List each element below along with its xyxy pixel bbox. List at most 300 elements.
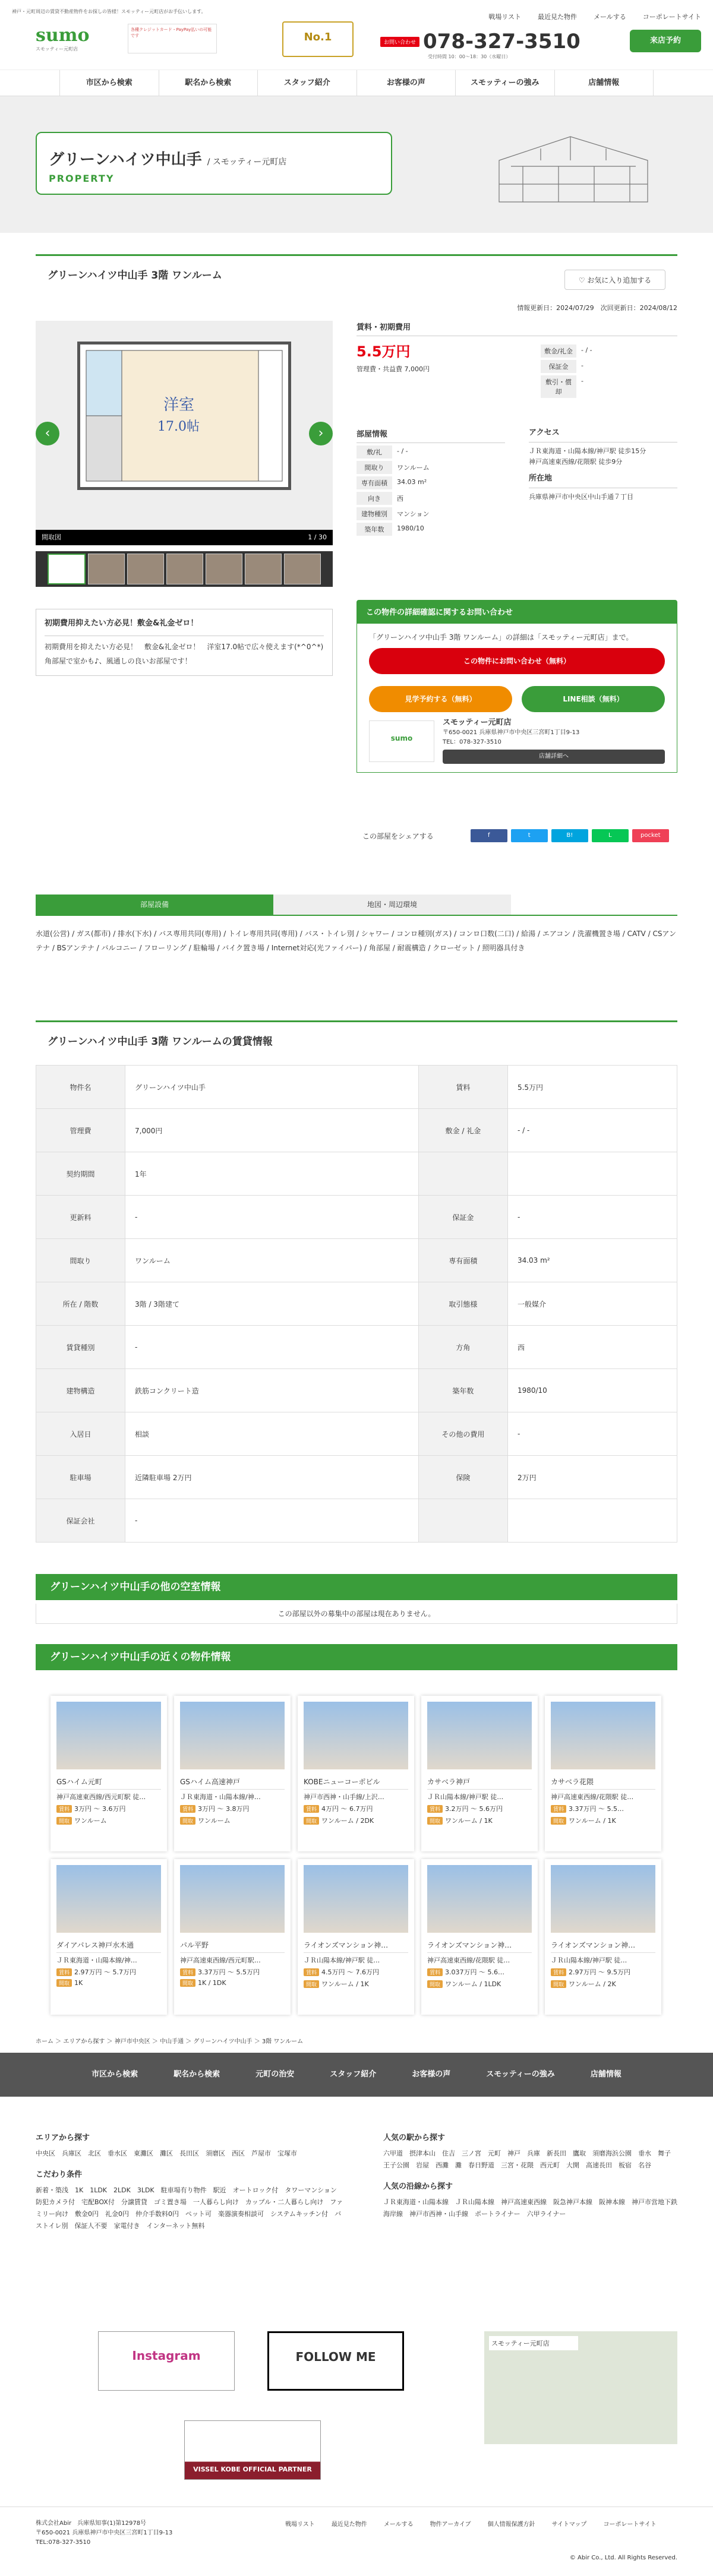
- twitter-share-icon[interactable]: t: [511, 829, 548, 842]
- info-key: 専有面積: [356, 476, 392, 489]
- footer-links: [285, 2519, 657, 2528]
- company-info: 株式会社Abir 兵庫県知事(1)第12978号 〒650-0021 兵庫県神戸市中央区三宮町1丁目9-13 TEL:078-327-3510: [36, 2520, 173, 2546]
- tel-label: お問い合わせ: [380, 37, 419, 47]
- footer-link[interactable]: 物件アーカイブ: [430, 2521, 471, 2528]
- inquiry-box: [356, 600, 677, 773]
- spec-row: [36, 1282, 677, 1326]
- phone-number[interactable]: 078-327-3510: [423, 30, 581, 53]
- layout-tag: 間取: [304, 1980, 319, 1988]
- info-key: 間取り: [356, 461, 392, 474]
- card-layout: ワンルーム: [74, 1817, 107, 1825]
- nearby-card[interactable]: [421, 1859, 538, 2015]
- card-rent: 3.037万円 〜 5.6…: [445, 1968, 504, 1976]
- spec-row: [36, 1369, 677, 1412]
- card-access: ＪＲ東海道・山陽本線/神…: [56, 1957, 137, 1964]
- spec-value: 34.03 m²: [507, 1239, 677, 1282]
- access-title: アクセス: [529, 428, 677, 442]
- spec-value: 1980/10: [507, 1369, 677, 1412]
- card-rent: 2.97万円 〜 9.5万円: [569, 1968, 630, 1976]
- spec-value: - / -: [507, 1109, 677, 1152]
- store-logo: sumo: [369, 720, 434, 762]
- gallery-caption-bar: [36, 530, 333, 545]
- layout-tag: 間取: [427, 1980, 443, 1988]
- nearby-card[interactable]: [298, 1696, 414, 1851]
- rent-tag: 賃料: [427, 1968, 443, 1976]
- spec-key: [418, 1499, 507, 1543]
- visit-booking-button[interactable]: 見学予約する（無料）: [369, 686, 512, 712]
- card-access: 神戸高速東西線/花隈駅 徒…: [551, 1793, 634, 1801]
- spec-value: [507, 1152, 677, 1196]
- catch-body: 初期費用を抑えたい方必見！ 敷金&礼金ゼロ！ 洋室17.0帖で広々使えます(*^0^*) 角部屋で室かも♪、風通しの良いお部屋です！: [45, 643, 331, 665]
- spec-key: 敷金 / 礼金: [418, 1109, 507, 1152]
- phone-block[interactable]: [380, 30, 581, 60]
- hero-banner: [0, 96, 713, 233]
- line-consult-button[interactable]: LINE相談（無料）: [522, 686, 665, 712]
- nearby-card[interactable]: [51, 1696, 167, 1851]
- spec-key: 方角: [418, 1326, 507, 1369]
- rent-tag: 賃料: [304, 1805, 319, 1813]
- store-tel: TEL：078-327-3510: [443, 739, 501, 745]
- card-rent: 2.97万円 〜 5.7万円: [74, 1968, 136, 1976]
- spec-row: [36, 1239, 677, 1282]
- breadcrumb[interactable]: ホーム ＞ エリアから探す ＞ 神戸市中央区 ＞ 中山手通 ＞ グリーンハイツ中山手 ＞ 3階 ワンルーム: [36, 2038, 304, 2045]
- card-layout-row: [427, 1816, 532, 1825]
- facebook-share-icon[interactable]: f: [471, 829, 507, 842]
- spec-key: 取引態様: [418, 1282, 507, 1326]
- line-share-icon[interactable]: L: [592, 829, 629, 842]
- house-illustration: [487, 125, 654, 208]
- card-rent: 4万円 〜 6.7万円: [321, 1805, 373, 1813]
- spec-key: 専有面積: [418, 1239, 507, 1282]
- card-rent-row: [304, 1804, 408, 1813]
- svg-text:洋室: 洋室: [163, 396, 195, 414]
- logo-sub: スモッティー元町店: [36, 46, 78, 52]
- spec-key: [418, 1152, 507, 1196]
- header-link[interactable]: 最近見た物件: [537, 13, 577, 21]
- share-bar: [362, 829, 669, 842]
- info-tabs: [36, 895, 677, 916]
- gallery-thumbnails[interactable]: [36, 551, 333, 587]
- footer-search-right: [383, 2132, 677, 2220]
- card-rent-row: [427, 1804, 532, 1813]
- card-name: ライオンズマンション神…: [304, 1937, 408, 1953]
- spec-value: 5.5万円: [507, 1066, 677, 1109]
- spec-value: 相談: [125, 1412, 419, 1456]
- spec-key: 契約期間: [36, 1152, 125, 1196]
- map-label: スモッティー元町店: [489, 2336, 578, 2350]
- header-links: [472, 12, 701, 21]
- visit-reservation-button[interactable]: 来店予約: [630, 30, 701, 52]
- card-layout: ワンルーム / 1LDK: [445, 1980, 501, 1988]
- card-access: 神戸高速東西線/花隈駅 徒…: [427, 1957, 510, 1964]
- rent-tag: 賃料: [551, 1968, 566, 1976]
- nav-item[interactable]: お客様の声: [356, 70, 456, 96]
- payment-badge: 各種クレジットカード・PayPay払いの可能です: [128, 24, 217, 53]
- card-layout: ワンルーム: [198, 1817, 231, 1825]
- tiktok-banner[interactable]: FOLLOW ME: [267, 2331, 404, 2391]
- share-label: この部屋をシェアする: [362, 832, 434, 840]
- access-line: 神戸高速東西線/花隈駅 徒歩9分: [529, 458, 623, 466]
- access-line: ＪＲ東海道・山陽本線/神戸駅 徒歩15分: [529, 447, 646, 455]
- card-access: 神戸高速東西線/西元町駅 徒…: [56, 1793, 146, 1801]
- header-link[interactable]: メールする: [593, 13, 626, 21]
- card-rent-row: [551, 1804, 655, 1813]
- spec-value: 近隣駐車場 2万円: [125, 1456, 419, 1499]
- store-title: スモッティー元町店: [443, 718, 512, 727]
- spec-value: -: [507, 1196, 677, 1239]
- info-key: 敷/礼: [356, 445, 392, 459]
- header-link[interactable]: 戦場リスト: [488, 13, 521, 21]
- spec-key: 更新料: [36, 1196, 125, 1239]
- layout-tag: 間取: [180, 1817, 195, 1825]
- card-rent-row: [427, 1967, 532, 1977]
- footer-search-left: [36, 2132, 345, 2232]
- spec-row: [36, 1109, 677, 1152]
- card-layout: ワンルーム / 1K: [321, 1980, 369, 1988]
- logo-text: sumo: [36, 25, 90, 46]
- card-layout-row: [304, 1979, 408, 1989]
- nav-item[interactable]: 店舗情報: [554, 70, 654, 96]
- gallery-prev-button[interactable]: ‹: [36, 422, 59, 445]
- gallery-label: 間取図: [42, 533, 61, 541]
- deposit-label: 敷金/礼金: [541, 344, 576, 358]
- thumbnail[interactable]: [127, 554, 164, 584]
- no1-badge: No.1: [282, 21, 354, 57]
- store-map[interactable]: [484, 2331, 677, 2444]
- nearby-card[interactable]: [421, 1696, 538, 1851]
- building-photo: [551, 1702, 655, 1769]
- spec-table: [36, 1065, 677, 1543]
- equipment-list: 水道(公営) / ガス(都市) / 排水(下水) / バス専用共同(専用) / トイレ専用共同(専用) / バス・トイレ別 / シャワー / コンロ種別(ガス) / コンロ口数(二口) / 給湯 / エアコン / 洗濯機置き場 / CATV / CSアンテナ / BSアンテナ / バルコニー / フローリング / 駐輪場 / バイク置き場 / Internet対応(光ファイバー) / 角部屋 / 耐震構造 / クローゼット / 照明器具付き: [36, 930, 676, 952]
- card-rent-row: [304, 1967, 408, 1977]
- card-layout-row: [551, 1816, 655, 1825]
- card-layout-row: [56, 1979, 161, 1987]
- card-rent-row: [56, 1804, 161, 1813]
- building-photo: [304, 1865, 408, 1933]
- building-photo: [427, 1702, 532, 1769]
- info-value: 34.03 m²: [397, 478, 427, 486]
- footer-link[interactable]: 最近見た物件: [331, 2521, 367, 2528]
- card-access: 神戸市西神・山手線/上沢…: [304, 1793, 384, 1801]
- vissel-banner[interactable]: VISSEL KOBE OFFICIAL PARTNER: [184, 2420, 321, 2480]
- thumbnail[interactable]: [166, 554, 203, 584]
- footer-station-links[interactable]: 六甲道 摂津本山 住吉 三ノ宮 元町 神戸 兵庫 新長田 鷹取 須磨海浜公園 垂水 舞子 王子公園 岩屋 西灘 灘 春日野道 三宮・花隈 西元町 大開 高速長田 板宿 名谷: [383, 2150, 677, 2169]
- spec-key: 賃料: [418, 1066, 507, 1109]
- mgmt-label: 管理費・共益費: [356, 365, 402, 373]
- card-name: カサベラ神戸: [427, 1774, 532, 1790]
- card-layout-row: [180, 1816, 285, 1825]
- footer-bottom: [0, 2507, 713, 2576]
- catch-copy: [36, 609, 333, 676]
- store-name: / スモッティー元町店: [207, 157, 287, 167]
- spec-key: 保証会社: [36, 1499, 125, 1543]
- spec-key: 保証金: [418, 1196, 507, 1239]
- footer-nav-item[interactable]: 店舗情報: [590, 2070, 621, 2079]
- spec-key: 賃貸種別: [36, 1326, 125, 1369]
- instagram-banner[interactable]: Instagram: [98, 2331, 235, 2391]
- vacancy-note: この部屋以外の募集中の部屋は現在ありません。: [36, 1604, 677, 1624]
- rent-tag: 賃料: [551, 1805, 566, 1813]
- nearby-row-1: [36, 1696, 677, 1851]
- info-key: 築年数: [356, 523, 392, 536]
- card-layout-row: [551, 1979, 655, 1989]
- layout-tag: 間取: [551, 1817, 566, 1825]
- amortization-label: 敷引・償却: [541, 375, 576, 398]
- nav-item[interactable]: スモッティーの強み: [455, 70, 554, 96]
- layout-tag: 間取: [427, 1817, 443, 1825]
- thumbnail[interactable]: [48, 554, 86, 584]
- card-layout: 1K: [74, 1979, 83, 1987]
- spec-value: 2万円: [507, 1456, 677, 1499]
- spec-value: -: [125, 1326, 419, 1369]
- layout-tag: 間取: [56, 1817, 72, 1825]
- nearby-card[interactable]: [545, 1696, 661, 1851]
- layout-tag: 間取: [56, 1979, 72, 1987]
- info-value: - / -: [397, 447, 408, 455]
- card-layout-row: [180, 1979, 285, 1987]
- room-info-title: 部屋情報: [356, 428, 505, 443]
- nearby-card[interactable]: [174, 1696, 291, 1851]
- amortization-value: -: [581, 377, 583, 385]
- global-nav: [0, 70, 713, 96]
- header-tagline: 神戸・元町周辺の賃貸不動産物件をお探しの皆様！スモッティー元町店がお手伝いします。: [12, 9, 206, 14]
- card-rent-row: [180, 1967, 285, 1977]
- card-layout: 1K / 1DK: [198, 1979, 226, 1987]
- spec-value: グリーンハイツ中山手: [125, 1066, 419, 1109]
- spec-row: [36, 1066, 677, 1109]
- site-header: [0, 0, 713, 70]
- pocket-share-icon[interactable]: pocket: [632, 829, 669, 842]
- footer-nav-item[interactable]: 駅名から検索: [173, 2070, 220, 2079]
- store-detail-button[interactable]: 店舗詳細へ: [443, 750, 665, 764]
- card-layout-row: [56, 1816, 161, 1825]
- spec-key: 入居日: [36, 1412, 125, 1456]
- building-photo: [180, 1702, 285, 1769]
- spec-key: 管理費: [36, 1109, 125, 1152]
- spec-value: -: [125, 1499, 419, 1543]
- svg-text:17.0帖: 17.0帖: [157, 419, 200, 434]
- footer-cond-title: こだわり条件: [36, 2170, 83, 2179]
- spec-row: [36, 1326, 677, 1369]
- info-key: 建物種別: [356, 507, 392, 520]
- info-value: ワンルーム: [397, 464, 430, 472]
- nearby-row-2: [36, 1859, 677, 2015]
- inquiry-button[interactable]: この物件にお問い合わせ（無料）: [369, 648, 665, 674]
- thumbnail[interactable]: [284, 554, 321, 584]
- layout-tag: 間取: [551, 1980, 566, 1988]
- building-photo: [180, 1865, 285, 1933]
- card-layout-row: [427, 1979, 532, 1989]
- update-dates: 情報更新日：2024/07/29 次回更新日：2024/08/12: [517, 304, 677, 312]
- footer-link[interactable]: 戦場リスト: [285, 2521, 315, 2528]
- card-layout-row: [304, 1816, 408, 1825]
- card-name: GSハイム元町: [56, 1774, 161, 1790]
- spec-value: -: [507, 1412, 677, 1456]
- add-favorite-button[interactable]: ♡ お気に入り追加する: [564, 270, 665, 290]
- spec-row: [36, 1456, 677, 1499]
- building-photo: [427, 1865, 532, 1933]
- rent-tag: 賃料: [304, 1968, 319, 1976]
- footer-area-links[interactable]: 中央区 兵庫区 北区 垂水区 東灘区 灘区 長田区 須磨区 西区 芦屋市 宝塚市: [36, 2150, 297, 2157]
- copyright: © Abir Co., Ltd. All Rights Reserved.: [569, 2555, 677, 2561]
- spec-value: [507, 1499, 677, 1543]
- card-layout: ワンルーム / 1K: [569, 1817, 616, 1825]
- rent-tag: 賃料: [180, 1968, 195, 1976]
- footer-link[interactable]: 個人情報保護方針: [487, 2521, 535, 2528]
- room-info: [356, 428, 677, 538]
- gallery-next-button[interactable]: ›: [309, 422, 333, 445]
- building-photo: [551, 1865, 655, 1933]
- layout-tag: 間取: [304, 1817, 319, 1825]
- header-link[interactable]: コーポレートサイト: [642, 13, 701, 21]
- hero-title-box: [36, 132, 392, 195]
- building-photo: [56, 1702, 161, 1769]
- spec-value: 一般媒介: [507, 1282, 677, 1326]
- guarantee-label: 保証金: [541, 360, 576, 373]
- card-rent: 3.37万円 〜 5.5万円: [198, 1968, 260, 1976]
- page-title: グリーンハイツ中山手 / スモッティー元町店: [49, 151, 287, 169]
- spec-key: 間取り: [36, 1239, 125, 1282]
- spec-heading: グリーンハイツ中山手 3階 ワンルームの賃貸情報: [36, 1020, 677, 1058]
- card-rent-row: [180, 1804, 285, 1813]
- rent-tag: 賃料: [56, 1805, 72, 1813]
- layout-tag: 間取: [180, 1979, 195, 1987]
- spec-key: 物件名: [36, 1066, 125, 1109]
- floor-plan-image: [77, 342, 291, 490]
- card-rent: 3.37万円 〜 5.5…: [569, 1805, 624, 1813]
- spec-row: [36, 1412, 677, 1456]
- card-layout: ワンルーム / 2DK: [321, 1817, 374, 1825]
- card-rent: 3.2万円 〜 5.6万円: [445, 1805, 503, 1813]
- footer-link[interactable]: サイトマップ: [551, 2521, 587, 2528]
- nav-item[interactable]: 市区から検索: [59, 70, 159, 96]
- spec-key: その他の費用: [418, 1412, 507, 1456]
- footer-cond-links[interactable]: 新着・築浅 1K 1LDK 2LDK 3LDK 駐車場有り物件 駅近 オートロック付 タワーマンション 防犯カメラ付 宅配BOX付 分譲賃貸 ゴミ置き場 一人暮らし向け カップル・二人暮らし向け ファミリー向け 敷金0円 礼金0円 仲介手数料0円 ペット可 楽器演奏相談可 システムキッチン付 バストイレ別 保証人不要 家電付き インターネット無料: [36, 2186, 343, 2230]
- deposit-value: - / -: [581, 346, 592, 354]
- store-address: 〒650-0021 兵庫県神戸市中央区三宮町1丁目9-13: [443, 729, 580, 736]
- tab-equipment[interactable]: 部屋設備: [36, 895, 273, 915]
- spec-value: ワンルーム: [125, 1239, 419, 1282]
- business-hours: 受付時間 10：00〜18：30（水曜日）: [428, 54, 511, 59]
- footer-nav: [0, 2053, 713, 2097]
- hatena-share-icon[interactable]: B!: [551, 829, 588, 842]
- footer-line-title: 人気の沿線から探す: [383, 2182, 453, 2191]
- card-rent: 4.5万円 〜 7.6万円: [321, 1968, 379, 1976]
- thumbnail[interactable]: [88, 554, 125, 584]
- footer-nav-item[interactable]: お客様の声: [412, 2070, 451, 2079]
- card-layout: ワンルーム / 1K: [445, 1817, 493, 1825]
- card-name: ライオンズマンション神…: [551, 1937, 655, 1953]
- nearby-card[interactable]: [545, 1859, 661, 2015]
- spec-row: [36, 1152, 677, 1196]
- footer-nav-item[interactable]: スタッフ紹介: [330, 2070, 377, 2079]
- nav-item[interactable]: 駅名から検索: [159, 70, 258, 96]
- rent-tag: 賃料: [427, 1805, 443, 1813]
- card-rent: 3万円 〜 3.6万円: [74, 1805, 126, 1813]
- card-layout: ワンルーム / 2K: [569, 1980, 616, 1988]
- rent-tag: 賃料: [180, 1805, 195, 1813]
- thumbnail[interactable]: [206, 554, 242, 584]
- fees-title: 賃料・初期費用: [356, 321, 677, 336]
- footer-area-title: エリアから探す: [36, 2134, 90, 2142]
- footer-station-title: 人気の駅から探す: [383, 2134, 446, 2142]
- spec-key: 保険: [418, 1456, 507, 1499]
- spec-value: 7,000円: [125, 1109, 419, 1152]
- nearby-card[interactable]: [298, 1859, 414, 2015]
- spec-row: [36, 1196, 677, 1239]
- footer-nav-item[interactable]: 市区から検索: [92, 2070, 138, 2079]
- guarantee-value: -: [581, 362, 583, 369]
- spec-value: 鉄筋コンクリート造: [125, 1369, 419, 1412]
- nearby-heading: グリーンハイツ中山手の近くの物件情報: [36, 1644, 677, 1670]
- spec-value: 3階 / 3階建て: [125, 1282, 419, 1326]
- property-heading: グリーンハイツ中山手 3階 ワンルーム: [36, 254, 677, 292]
- footer-link[interactable]: メールする: [383, 2521, 414, 2528]
- thumbnail[interactable]: [245, 554, 282, 584]
- photo-gallery[interactable]: [36, 321, 333, 545]
- fees-block: [356, 321, 677, 400]
- vacancy-heading: グリーンハイツ中山手の他の空室情報: [36, 1574, 677, 1600]
- card-name: ライオンズマンション神…: [427, 1937, 532, 1953]
- spec-value: 1年: [125, 1152, 419, 1196]
- inquiry-heading: この物件の詳細確認に関するお問い合わせ: [356, 600, 677, 623]
- spec-row: [36, 1499, 677, 1543]
- info-key: 向き: [356, 492, 392, 505]
- spec-key: 所在 / 階数: [36, 1282, 125, 1326]
- building-photo: [304, 1702, 408, 1769]
- catch-title: 初期費用抑えたい方必見！敷金&礼金ゼロ！: [45, 617, 324, 636]
- spec-key: 駐車場: [36, 1456, 125, 1499]
- card-name: カサベラ花隈: [551, 1774, 655, 1790]
- footer-nav-item[interactable]: スモッティーの強み: [486, 2070, 555, 2079]
- hero-sub: PROPERTY: [49, 173, 115, 184]
- footer-nav-item[interactable]: 元町の治安: [255, 2070, 295, 2079]
- card-access: ＪＲ山陽本線/神戸駅 徒…: [427, 1793, 504, 1801]
- location-value: 兵庫県神戸市中央区中山手通７丁目: [529, 493, 633, 501]
- info-value: 西: [397, 495, 403, 502]
- info-value: マンション: [397, 510, 430, 518]
- gallery-count: 1 / 30: [308, 533, 327, 541]
- info-value: 1980/10: [397, 524, 424, 532]
- footer-line-links[interactable]: ＪＲ東海道・山陽本線 ＪＲ山陽本線 神戸高速東西線 阪急神戸本線 阪神本線 神戸市営地下鉄海岸線 神戸市西神・山手線 ポートライナー 六甲ライナー: [383, 2198, 677, 2218]
- nearby-card[interactable]: [174, 1859, 291, 2015]
- tab-map[interactable]: 地図・周辺環境: [273, 895, 511, 915]
- location-title: 所在地: [529, 473, 677, 488]
- mgmt-value: 7,000円: [404, 365, 430, 373]
- card-rent: 3万円 〜 3.8万円: [198, 1805, 250, 1813]
- card-access: ＪＲ山陽本線/神戸駅 徒…: [551, 1957, 627, 1964]
- card-rent-row: [56, 1967, 161, 1977]
- inquiry-lead: 「グリーンハイツ中山手 3階 ワンルーム」の詳細は「スモッティー元町店」まで。: [369, 633, 633, 641]
- site-logo[interactable]: [36, 25, 89, 52]
- card-name: ダイアパレス神戸水木通: [56, 1937, 161, 1953]
- spec-key: 建物構造: [36, 1369, 125, 1412]
- card-name: パル平野: [180, 1937, 285, 1953]
- spec-key: 築年数: [418, 1369, 507, 1412]
- rent-price: 5.5万円: [356, 343, 411, 360]
- card-name: GSハイム高速神戸: [180, 1774, 285, 1790]
- footer-link[interactable]: コーポレートサイト: [603, 2521, 657, 2528]
- rent-tag: 賃料: [56, 1968, 72, 1976]
- card-name: KOBEニューコーポビル: [304, 1774, 408, 1790]
- card-access: ＪＲ東海道・山陽本線/神…: [180, 1793, 261, 1801]
- nearby-card[interactable]: [51, 1859, 167, 2015]
- card-access: ＪＲ山陽本線/神戸駅 徒…: [304, 1957, 380, 1964]
- card-access: 神戸高速東西線/西元町駅…: [180, 1957, 261, 1964]
- spec-value: -: [125, 1196, 419, 1239]
- nav-item[interactable]: スタッフ紹介: [257, 70, 356, 96]
- spec-value: 西: [507, 1326, 677, 1369]
